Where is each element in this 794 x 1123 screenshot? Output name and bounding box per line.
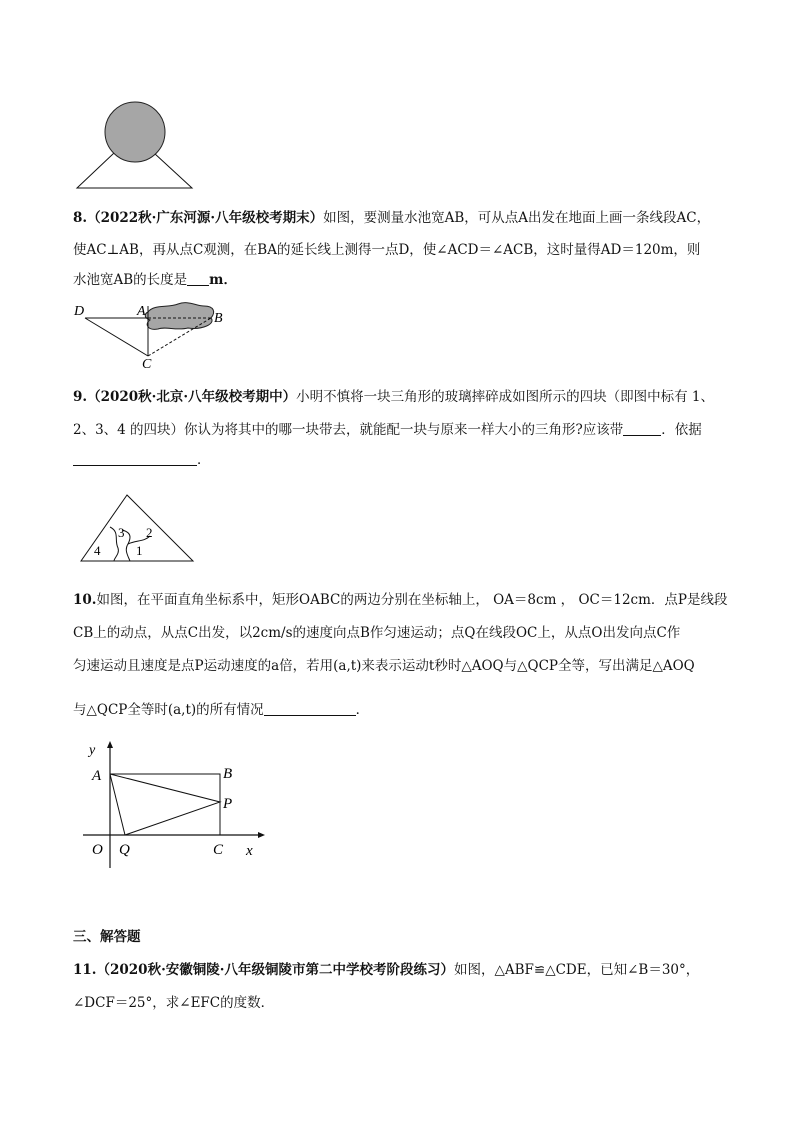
q9-text-2b: ．依据 — [661, 422, 702, 438]
q11-number: 11. — [73, 962, 97, 978]
point-c-label: C — [213, 842, 224, 858]
q9-text-2: 2、3、4 的四块）你认为将其中的哪一块带去，就能配一块与原来一样大小的三角形?应该带 — [73, 422, 624, 438]
axis-x-label: x — [246, 843, 253, 859]
q11-line-1 — [73, 960, 699, 980]
q10-text-1: 如图，在平面直角坐标系中，矩形OABC的两边分别在坐标轴上， OA＝8cm ， OC＝12cm．点P是线段 — [96, 592, 728, 608]
q8-text-1: 如图，要测量水池宽AB，可从点A出发在地面上画一条线段AC， — [323, 210, 711, 226]
q8-line-2: 使AC⊥AB，再从点C观测，在BA的延长线上测得一点D，使∠ACD＝∠ACB，这时量得AD＝120m，则 — [73, 242, 701, 258]
q11-text-1: 如图，△ABF≌△CDE，已知∠B＝30°， — [453, 962, 700, 978]
q11-line-2: ∠DCF＝25°，求∠EFC的度数． — [73, 995, 275, 1011]
circle-triangle-figure — [70, 95, 200, 195]
q10-line-3: 匀速运动且速度是点P运动速度的a倍，若用(a,t)来表示运动t秒时△AOQ与△QCP全等，写出满足△AOQ — [73, 658, 695, 674]
q11-source: （2020秋·安徽铜陵·八年级铜陵市第二中学校考阶段练习） — [96, 962, 454, 978]
q9-reason-blank[interactable] — [73, 451, 197, 466]
point-q-label: Q — [119, 842, 130, 858]
q9-text-1: 小明不慎将一块三角形的玻璃摔碎成如图所示的四块（即图中标有 1、 — [296, 389, 714, 405]
q10-line-1 — [73, 590, 727, 610]
q10-text-4b: ． — [355, 702, 370, 718]
q8-line-3 — [73, 270, 237, 290]
q10-answer-blank[interactable] — [264, 701, 356, 716]
q8-text-3: 水池宽AB的长度是 — [73, 272, 188, 288]
piece-label-3: 3 — [118, 525, 125, 540]
q10-number: 10. — [73, 592, 97, 608]
pond-shape — [145, 303, 213, 330]
piece-label-2: 2 — [146, 525, 153, 540]
coordinate-figure — [80, 738, 270, 873]
q8-source: （2022秋·广东河源·八年级校考期末） — [87, 210, 324, 226]
q9-number: 9. — [73, 389, 88, 405]
q9-line-2 — [73, 420, 702, 440]
q9-source: （2020秋·北京·八年级校考期中） — [87, 389, 297, 405]
q10-line-4 — [73, 700, 369, 720]
broken-triangle-figure — [78, 492, 198, 564]
q8-unit: m． — [209, 272, 237, 288]
q9-answer-blank[interactable] — [623, 421, 661, 436]
axis-y-label: y — [89, 743, 96, 758]
label-c: C — [142, 357, 152, 368]
point-p-label: P — [223, 796, 233, 812]
point-b-label: B — [223, 766, 233, 782]
pond-figure — [70, 298, 240, 368]
q8-line-1 — [73, 208, 710, 228]
q9-line-1 — [73, 387, 714, 407]
q8-answer-blank[interactable] — [187, 271, 209, 286]
piece-label-4: 4 — [94, 543, 101, 558]
label-b: B — [214, 311, 223, 326]
label-a: A — [137, 304, 146, 319]
piece-label-1: 1 — [136, 543, 143, 558]
label-d: D — [74, 304, 85, 319]
q8-number: 8. — [73, 210, 88, 226]
gray-circle — [105, 102, 165, 162]
q9-text-3: ． — [197, 452, 211, 468]
section-3-title: 三、解答题 — [73, 929, 141, 945]
q9-line-3 — [73, 450, 211, 470]
q10-text-4: 与△QCP全等时(a,t)的所有情况 — [73, 702, 264, 718]
q10-line-2: CB上的动点，从点C出发，以2cm/s的速度向点B作匀速运动；点Q在线段OC上，从点O出发向点C作 — [73, 625, 681, 641]
point-a-label: A — [92, 768, 102, 784]
origin-o-label: O — [92, 842, 103, 858]
